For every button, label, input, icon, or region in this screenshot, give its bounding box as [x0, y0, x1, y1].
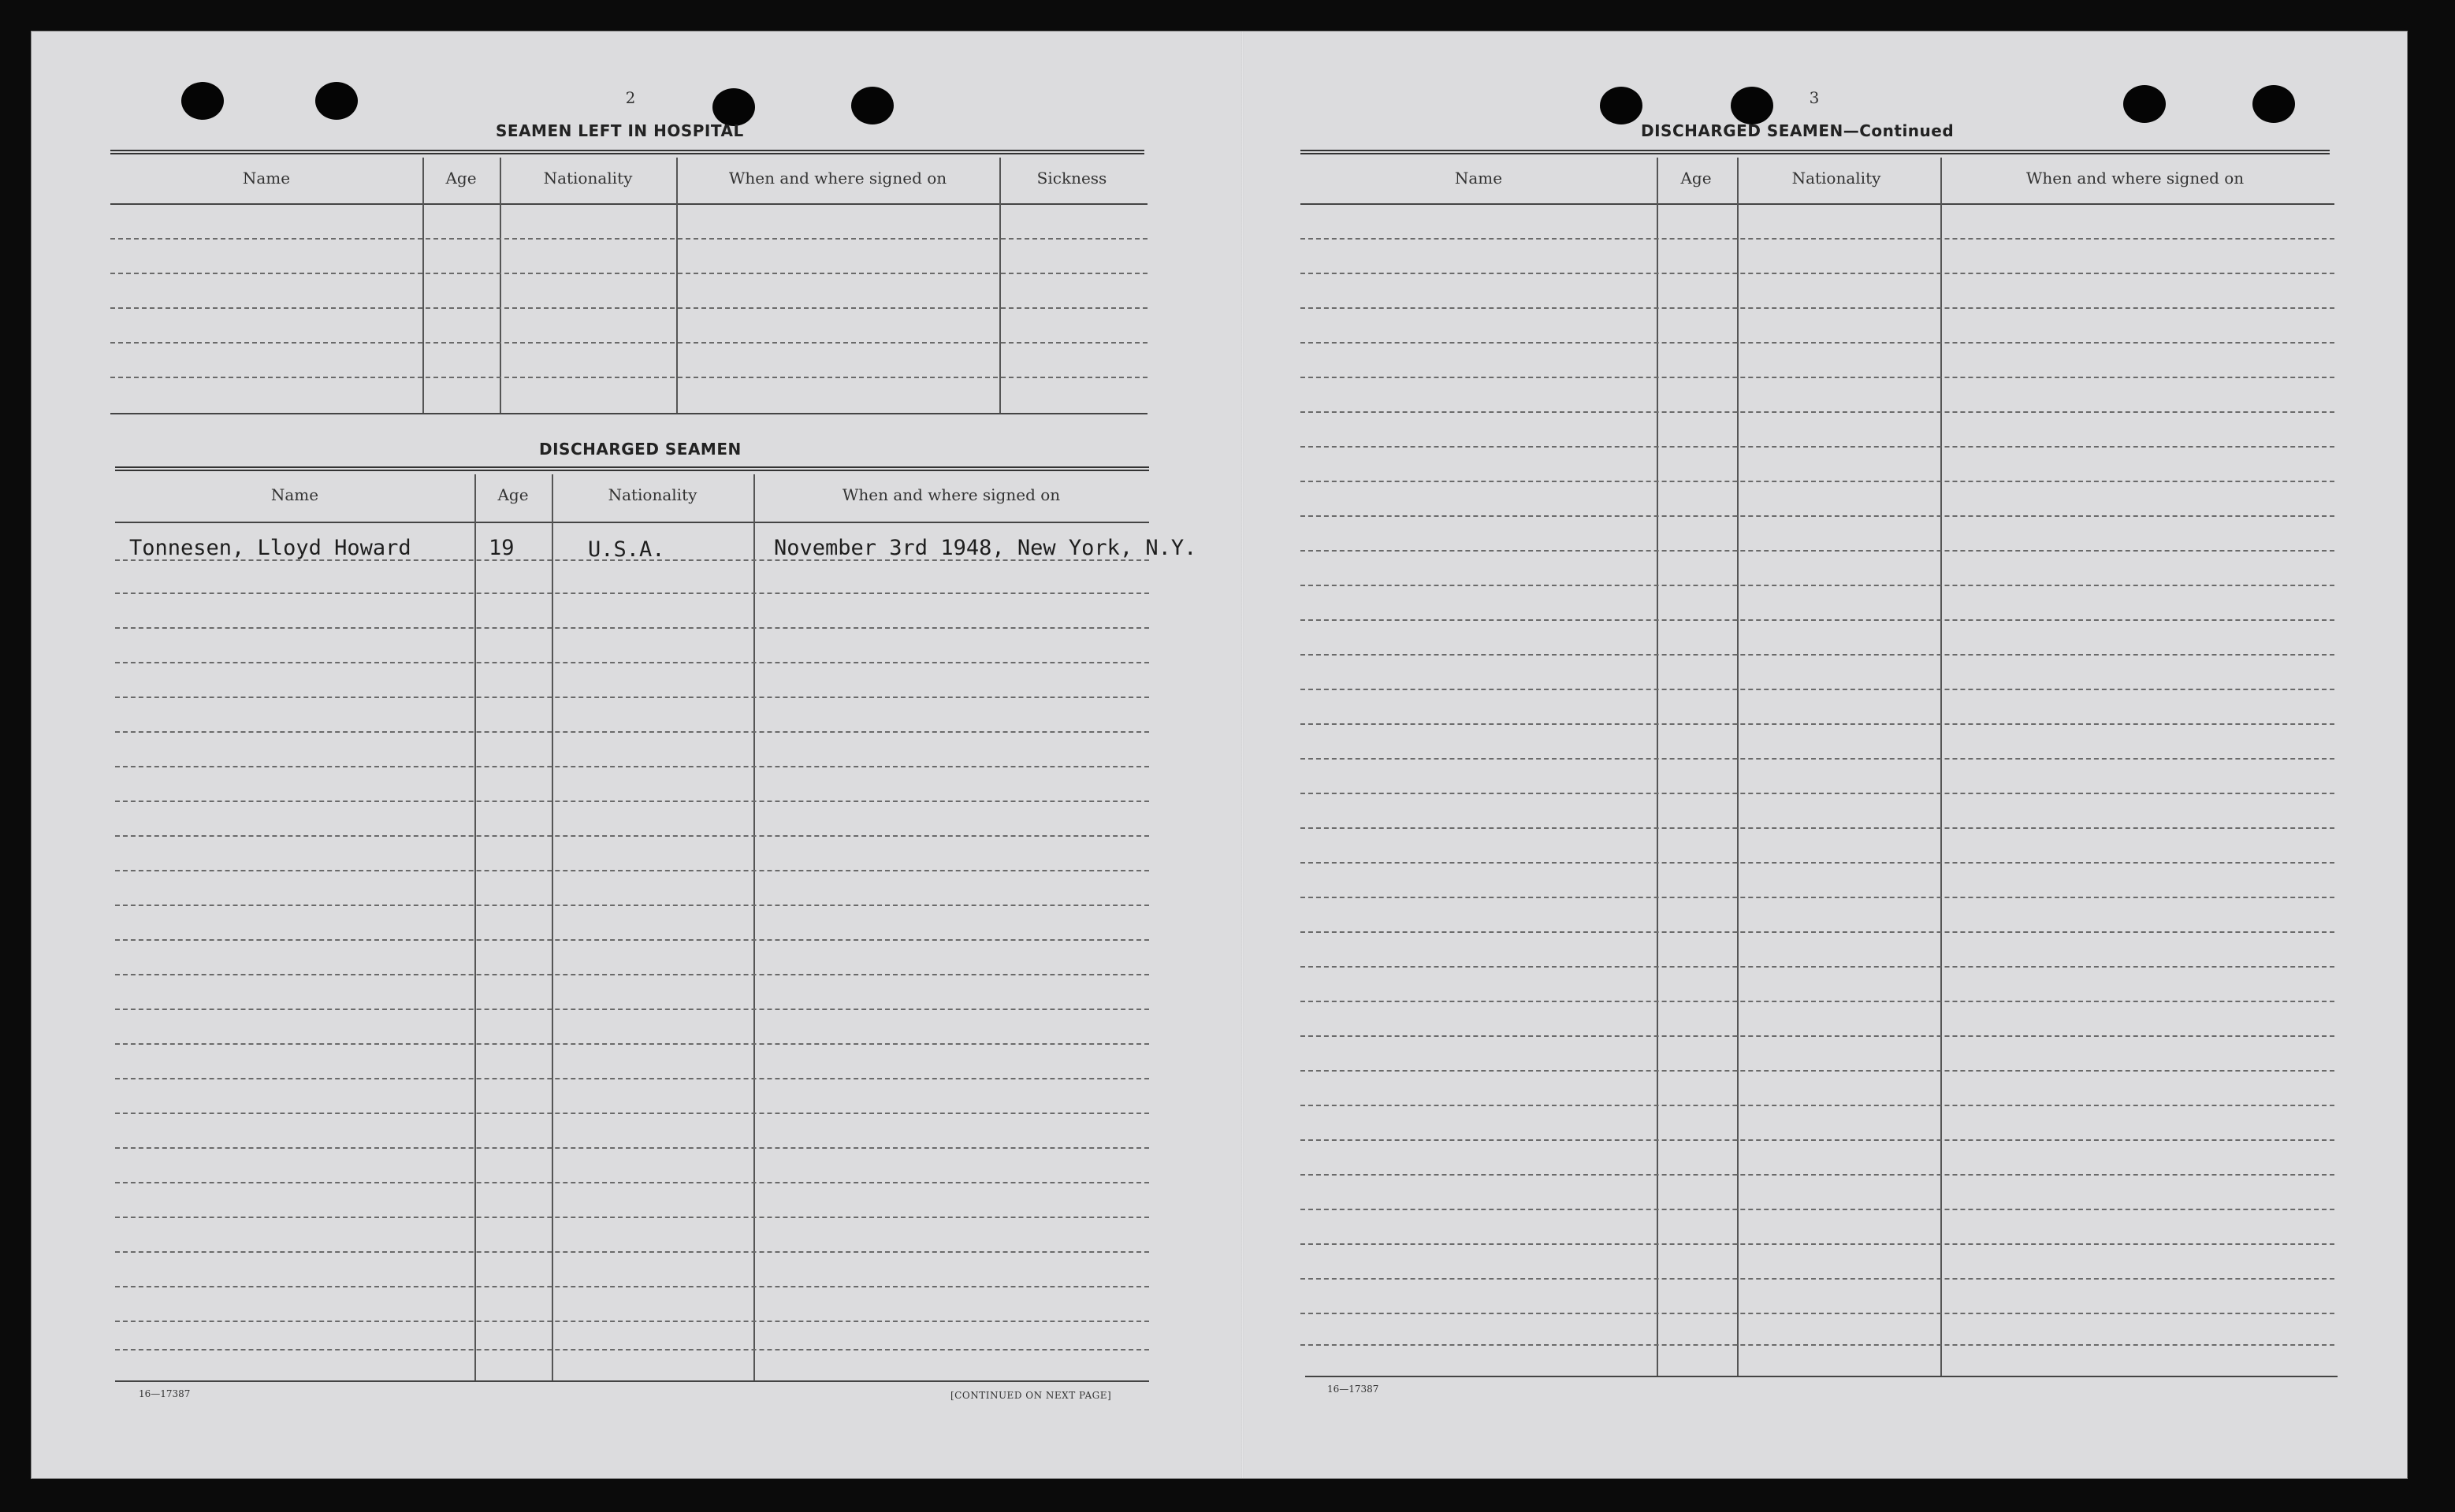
table-row-line	[1300, 307, 2334, 309]
table-row-line	[115, 974, 1149, 975]
table-row-line	[1300, 1243, 2334, 1245]
col-header-name: Name	[242, 169, 291, 188]
table-row-line	[115, 593, 1149, 594]
header-rule	[1300, 203, 2334, 205]
seaman-nationality: U.S.A.	[588, 537, 665, 562]
table-row-line	[1300, 342, 2334, 344]
table-row-line	[1300, 793, 2334, 794]
column-divider	[474, 474, 476, 1380]
table-row-line	[115, 627, 1149, 629]
table-row-line	[1300, 1035, 2334, 1037]
section-rule	[1300, 150, 2330, 154]
table-row-line	[1300, 1070, 2334, 1072]
section-title-discharged: DISCHARGED SEAMEN	[539, 440, 742, 459]
column-divider	[753, 474, 755, 1380]
table-row-line	[1300, 723, 2334, 725]
col-header-age: Age	[497, 485, 529, 504]
col-header-name: Name	[1454, 169, 1503, 188]
table-row-line	[115, 1113, 1149, 1114]
table-row-line	[1300, 619, 2334, 621]
table-row-line	[1300, 1105, 2334, 1106]
table-row-line	[1300, 827, 2334, 829]
header-rule	[110, 203, 1148, 205]
section-bottom-rule	[110, 413, 1148, 414]
table-row-line	[1300, 1344, 2334, 1346]
table-row-line	[1300, 1209, 2334, 1210]
table-row-line	[1300, 654, 2334, 656]
table-row-line	[115, 1182, 1149, 1183]
table-row-line	[110, 273, 1148, 274]
page-number: 3	[1809, 88, 1820, 107]
col-header-signed-on: When and where signed on	[2025, 169, 2245, 188]
punch-hole	[2123, 85, 2166, 123]
table-row-line	[115, 662, 1149, 663]
table-row-line	[1300, 1001, 2334, 1002]
punch-hole	[851, 87, 894, 124]
punch-hole	[2252, 85, 2295, 123]
table-row-line	[110, 307, 1148, 309]
column-divider	[1940, 158, 1942, 1377]
section-bottom-rule	[115, 1380, 1149, 1382]
section-title-discharged-continued	[1641, 121, 1954, 140]
table-row-line	[1300, 446, 2334, 448]
table-row-line	[1300, 550, 2334, 552]
table-row-line	[115, 766, 1149, 767]
col-header-signed-on: When and where signed on	[842, 485, 1061, 504]
table-row-line	[1300, 585, 2334, 586]
table-row-line	[115, 1009, 1149, 1010]
column-divider	[1657, 158, 1658, 1377]
col-header-age: Age	[445, 169, 477, 188]
section-title-hospital: SEAMEN LEFT IN HOSPITAL	[496, 121, 744, 140]
col-header-age: Age	[1680, 169, 1712, 188]
form-number: 16—17387	[139, 1388, 191, 1399]
table-row-line	[115, 559, 1149, 561]
table-row-line	[1300, 862, 2334, 864]
table-row-line	[110, 377, 1148, 378]
table-row-line	[1300, 1139, 2334, 1141]
section-title-text: DISCHARGED SEAMEN	[1641, 121, 1843, 140]
table-row-line	[115, 1217, 1149, 1218]
table-row-line	[1300, 377, 2334, 378]
table-row-line	[1300, 966, 2334, 968]
punch-hole	[315, 82, 358, 120]
table-row-line	[115, 1286, 1149, 1287]
column-divider	[1737, 158, 1739, 1377]
page-fold	[1241, 32, 1244, 1478]
seaman-signed-on: November 3rd 1948, New York, N.Y.	[774, 536, 1197, 560]
table-row-line	[115, 697, 1149, 698]
table-row-line	[115, 1043, 1149, 1045]
form-number: 16—17387	[1327, 1384, 1379, 1395]
seaman-age: 19	[489, 536, 515, 560]
table-row-line	[115, 835, 1149, 837]
table-row-line	[1300, 1313, 2334, 1314]
table-row-line	[1300, 515, 2334, 517]
page-number: 2	[625, 88, 636, 107]
col-header-signed-on: When and where signed on	[728, 169, 947, 188]
col-header-nationality: Nationality	[543, 169, 633, 188]
table-row-line	[115, 939, 1149, 941]
table-row-line	[1300, 931, 2334, 933]
table-row-line	[1300, 481, 2334, 482]
table-row-line	[115, 731, 1149, 733]
table-row-line	[115, 1147, 1149, 1149]
table-row-line	[115, 870, 1149, 871]
section-rule	[110, 150, 1144, 154]
table-row-line	[1300, 238, 2334, 240]
table-row-line	[110, 342, 1148, 344]
table-row-line	[1300, 758, 2334, 760]
table-row-line	[115, 801, 1149, 802]
punch-hole	[1731, 87, 1773, 124]
col-header-nationality: Nationality	[1791, 169, 1881, 188]
table-row-line	[115, 1321, 1149, 1322]
table-row-line	[1300, 1174, 2334, 1176]
table-row-line	[110, 238, 1148, 240]
table-row-line	[1300, 897, 2334, 898]
col-header-nationality: Nationality	[608, 485, 697, 504]
punch-hole	[712, 88, 755, 126]
column-divider	[552, 474, 553, 1380]
form-sheet	[32, 32, 2407, 1478]
continued-note: [CONTINUED ON NEXT PAGE]	[950, 1390, 1112, 1401]
seaman-name: Tonnesen, Lloyd Howard	[129, 536, 411, 560]
punch-hole	[181, 82, 224, 120]
section-bottom-rule	[1305, 1376, 2338, 1377]
table-row-line	[1300, 689, 2334, 690]
table-row-line	[115, 1349, 1149, 1350]
section-title-suffix: —Continued	[1843, 121, 1955, 140]
col-header-name: Name	[270, 485, 319, 504]
table-row-line	[1300, 1278, 2334, 1280]
table-row-line	[115, 1251, 1149, 1253]
table-row-line	[115, 905, 1149, 906]
table-row-line	[1300, 411, 2334, 413]
punch-hole	[1600, 87, 1642, 124]
section-rule	[115, 466, 1149, 471]
header-rule	[115, 522, 1149, 523]
col-header-sickness: Sickness	[1036, 169, 1107, 188]
table-row-line	[1300, 273, 2334, 274]
table-row-line	[115, 1078, 1149, 1079]
